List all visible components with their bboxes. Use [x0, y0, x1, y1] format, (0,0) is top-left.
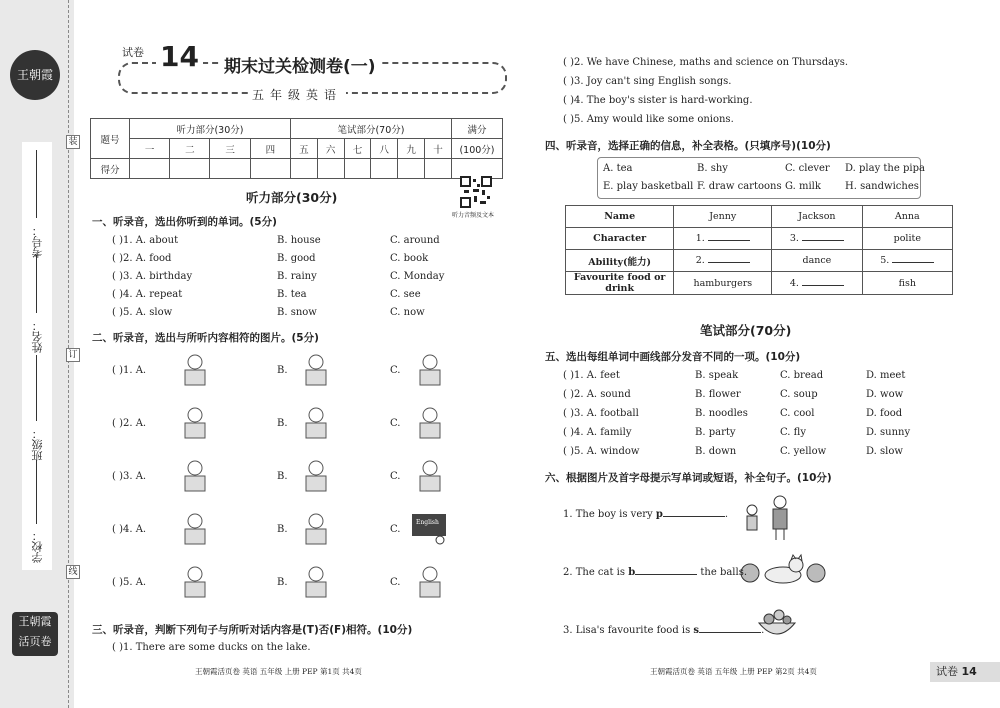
answer-blank[interactable] [663, 516, 725, 517]
info-option: D. play the pipa [845, 163, 925, 174]
exam-no-field[interactable] [36, 150, 37, 218]
option-picture[interactable] [296, 563, 334, 599]
score-cell[interactable] [170, 159, 210, 179]
score-cell[interactable] [425, 159, 452, 179]
table-row [566, 272, 953, 295]
number-cell: 四 [250, 139, 290, 159]
phonics-option[interactable]: B. speak [695, 370, 739, 381]
option-b-label: B. [277, 577, 288, 588]
number-cell: 十 [425, 139, 452, 159]
fill-sentence [563, 625, 764, 636]
number-cell: 八 [371, 139, 398, 159]
option-picture[interactable] [410, 457, 448, 493]
option-picture[interactable] [296, 457, 334, 493]
fill-sentence [563, 509, 728, 520]
option-c-label: C. [390, 365, 401, 376]
word-option-c[interactable]: C. Monday [390, 271, 445, 282]
option-picture[interactable] [296, 510, 334, 546]
option-picture[interactable] [410, 563, 448, 599]
picture-item-label: ( )1. A. [112, 365, 147, 376]
info-option: H. sandwiches [845, 181, 919, 192]
school-field[interactable] [36, 460, 37, 524]
option-c-label: C. [390, 418, 401, 429]
fill-sentence [563, 567, 747, 578]
blank-cell[interactable]: 4. [772, 272, 862, 295]
word-option-b[interactable]: B. good [277, 253, 316, 264]
phonics-option[interactable]: C. soup [780, 389, 818, 400]
phonics-option[interactable]: ( )4. A. family [563, 427, 632, 438]
school-label: 学校： [31, 530, 44, 563]
exam-no-label: 考号： [31, 225, 44, 258]
option-picture[interactable] [175, 404, 213, 440]
class-label: 班级： [31, 428, 44, 461]
writing-title: 笔试部分(70分) [700, 323, 792, 338]
header-cell: 听力部分(30分) [130, 119, 291, 139]
section-2-title: 二、听录音，选出与所听内容相符的图片。(5分) [92, 332, 319, 344]
student-info-strip [22, 142, 52, 570]
option-picture[interactable] [175, 510, 213, 546]
initial-letter: s [693, 625, 700, 636]
option-picture[interactable] [296, 404, 334, 440]
score-cell[interactable] [344, 159, 371, 179]
phonics-option[interactable]: ( )5. A. window [563, 446, 640, 457]
phonics-option[interactable]: D. food [866, 408, 903, 419]
score-cell[interactable] [371, 159, 398, 179]
option-picture[interactable] [410, 351, 448, 387]
phonics-option[interactable]: ( )2. A. sound [563, 389, 631, 400]
picture-item-label: ( )4. A. [112, 524, 147, 535]
phonics-option[interactable]: D. slow [866, 446, 903, 457]
brand-badge [12, 612, 58, 656]
page-subtitle: 五年级英语 [248, 86, 346, 103]
table-header: Name [566, 206, 674, 228]
info-option: F. draw cartoons [697, 181, 782, 192]
initial-letter: b [628, 567, 636, 578]
tf-item: ( )4. The boy's sister is hard-working. [563, 95, 753, 106]
salad-picture [757, 605, 797, 643]
exam-tag-number: 14 [961, 665, 977, 678]
phonics-option[interactable]: C. bread [780, 370, 824, 381]
word-option-b[interactable]: B. tea [277, 289, 307, 300]
number-cell: 三 [210, 139, 250, 159]
header-cell: 笔试部分(70分) [290, 119, 451, 139]
option-c-label: C. [390, 577, 401, 588]
number-cell: 一 [130, 139, 170, 159]
row-label: Ability(能力) [566, 250, 674, 272]
phonics-option[interactable]: B. flower [695, 389, 741, 400]
board-text: English [416, 519, 439, 526]
name-label: 姓名： [31, 320, 44, 353]
number-cell: 七 [344, 139, 371, 159]
option-b-label: B. [277, 471, 288, 482]
table-row [566, 250, 953, 272]
number-cell: 六 [317, 139, 344, 159]
score-cell[interactable] [317, 159, 344, 179]
word-option-b[interactable]: B. house [277, 235, 321, 246]
blank-cell[interactable]: 2. [674, 250, 772, 272]
blank-cell[interactable]: 3. [772, 228, 862, 250]
word-option-a[interactable]: ( )2. A. food [112, 253, 172, 264]
tf-item: ( )5. Amy would like some onions. [563, 114, 734, 125]
phonics-option[interactable]: B. noodles [695, 408, 748, 419]
class-field[interactable] [36, 355, 37, 421]
footer-left: 王朝霞活页卷 英语 五年级 上册 PEP 第1页 共4页 [195, 667, 362, 676]
word-option-c[interactable]: C. book [390, 253, 429, 264]
picture-item-label: ( )2. A. [112, 418, 147, 429]
binding-tag: 线 [66, 565, 80, 579]
score-cell[interactable] [398, 159, 425, 179]
table-cell: fish [862, 272, 952, 295]
table-cell: hamburgers [674, 272, 772, 295]
blank-cell[interactable]: 1. [674, 228, 772, 250]
phonics-option[interactable]: ( )3. A. football [563, 408, 639, 419]
score-cell[interactable] [210, 159, 250, 179]
phonics-option[interactable]: B. party [695, 427, 736, 438]
badge-bottom: 活页卷 [18, 635, 52, 648]
footer-right: 王朝霞活页卷 英语 五年级 上册 PEP 第2页 共4页 [650, 667, 817, 676]
sentence-start: 2. The cat is [563, 567, 629, 578]
qr-code[interactable] [460, 176, 492, 208]
table-header: Anna [862, 206, 952, 228]
phonics-option[interactable]: C. yellow [780, 446, 827, 457]
exam-number: 14 [156, 40, 203, 73]
info-table [565, 205, 953, 295]
sentence-start: 3. Lisa's favourite food is [563, 625, 694, 636]
section-1-title: 一、听录音，选出你听到的单词。(5分) [92, 216, 277, 228]
score-label: 得分 [91, 159, 130, 179]
header-cell: 满分 [452, 119, 503, 139]
number-cell: 九 [398, 139, 425, 159]
phonics-option[interactable]: D. wow [866, 389, 904, 400]
option-picture[interactable] [175, 351, 213, 387]
option-picture[interactable] [410, 404, 448, 440]
publisher-logo: 王朝霞 [10, 50, 60, 100]
score-cell[interactable] [290, 159, 317, 179]
sentence-end: the balls. [697, 567, 748, 578]
exam-tag [930, 662, 1000, 682]
listening-title: 听力部分(30分) [246, 190, 338, 205]
tf-item: ( )3. Joy can't sing English songs. [563, 76, 732, 87]
row-label: Favourite food or drink [566, 272, 674, 295]
word-option-c[interactable]: C. see [390, 289, 421, 300]
section-5-title: 五、选出每组单词中画线部分发音不同的一项。(10分) [545, 351, 801, 363]
option-picture[interactable] [175, 457, 213, 493]
number-cell: 二 [170, 139, 210, 159]
word-option-c[interactable]: C. around [390, 235, 440, 246]
phonics-option[interactable]: C. cool [780, 408, 815, 419]
boy-polite-picture [738, 492, 798, 542]
table-header: Jackson [772, 206, 862, 228]
word-option-b[interactable]: B. rainy [277, 271, 317, 282]
page-title: 期末过关检测卷(一) [220, 52, 380, 77]
number-cell: 五 [290, 139, 317, 159]
option-b-label: B. [277, 365, 288, 376]
header-cell: 题号 [91, 119, 130, 159]
badge-top: 王朝霞 [18, 615, 52, 628]
exam-tag-label: 试卷 [936, 665, 958, 678]
initial-letter: p [655, 509, 663, 520]
info-option: B. shy [697, 163, 728, 174]
score-cell[interactable] [250, 159, 290, 179]
word-option-a[interactable]: ( )5. A. slow [112, 307, 173, 318]
phonics-option[interactable]: C. fly [780, 427, 806, 438]
picture-item-label: ( )5. A. [112, 577, 147, 588]
word-option-c[interactable]: C. now [390, 307, 425, 318]
info-option: C. clever [785, 163, 830, 174]
table-cell: dance [772, 250, 862, 272]
tf-item: ( )2. We have Chinese, maths and science on Thursdays. [563, 57, 849, 68]
picture-item-label: ( )3. A. [112, 471, 147, 482]
exam-label: 试卷 [122, 46, 144, 59]
info-option: G. milk [785, 181, 821, 192]
option-c-label: C. [390, 471, 401, 482]
name-field[interactable] [36, 255, 37, 313]
option-picture[interactable] [175, 563, 213, 599]
word-option-a[interactable]: ( )4. A. repeat [112, 289, 183, 300]
number-cell: (100分) [452, 139, 503, 159]
option-b-label: B. [277, 524, 288, 535]
phonics-option[interactable]: B. down [695, 446, 737, 457]
option-picture[interactable] [410, 510, 448, 546]
phonics-option[interactable]: ( )1. A. feet [563, 370, 620, 381]
qr-caption: 听力音频及文本 [452, 212, 495, 219]
tf-item: ( )1. There are some ducks on the lake. [112, 642, 311, 653]
binding-tag: 装 [66, 135, 80, 149]
option-b-label: B. [277, 418, 288, 429]
binding-tag: 订 [66, 348, 80, 362]
table-cell: polite [862, 228, 952, 250]
row-label: Character [566, 228, 674, 250]
blank-cell[interactable]: 5. [862, 250, 952, 272]
phonics-option[interactable]: D. meet [866, 370, 906, 381]
sentence-start: 1. The boy is very [563, 509, 656, 520]
section-3-title: 三、听录音，判断下列句子与所听对话内容是(T)否(F)相符。(10分) [92, 624, 413, 636]
option-c-label: C. [390, 524, 401, 535]
info-option: A. tea [603, 163, 633, 174]
answer-blank[interactable] [699, 632, 761, 633]
answer-blank[interactable] [635, 574, 697, 575]
section-6-title: 六、根据图片及首字母提示写单词或短语，补全句子。(10分) [545, 472, 832, 484]
word-option-a[interactable]: ( )1. A. about [112, 235, 179, 246]
score-table [90, 118, 503, 179]
info-option: E. play basketball [603, 181, 694, 192]
option-picture[interactable] [296, 351, 334, 387]
word-option-a[interactable]: ( )3. A. birthday [112, 271, 193, 282]
cat-balls-picture [738, 553, 828, 589]
sentence-end: . [761, 625, 765, 636]
table-header: Jenny [674, 206, 772, 228]
phonics-option[interactable]: D. sunny [866, 427, 911, 438]
section-4-title: 四、听录音，选择正确的信息，补全表格。(只填序号)(10分) [545, 140, 831, 152]
word-option-b[interactable]: B. snow [277, 307, 317, 318]
sentence-end: . [724, 509, 729, 520]
table-row [566, 228, 953, 250]
score-cell[interactable] [130, 159, 170, 179]
